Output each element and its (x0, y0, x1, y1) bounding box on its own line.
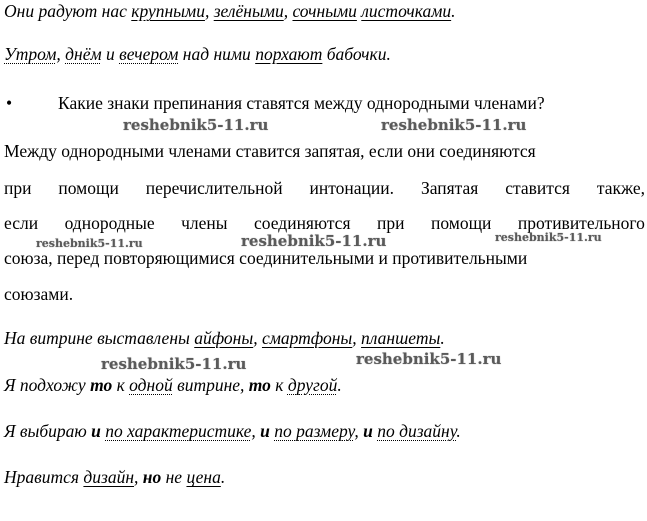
watermark: reshebnik5-11.ru (36, 237, 143, 250)
word: члены (181, 213, 228, 233)
example-sentence-4 (4, 377, 342, 395)
homogeneous-word: по характеристике (105, 421, 252, 441)
period: . (220, 467, 226, 487)
watermark: reshebnik5-11.ru (123, 116, 269, 134)
homogeneous-word: дизайн (83, 467, 135, 487)
preposition: к (112, 375, 130, 395)
homogeneous-word: днём (65, 44, 102, 64)
homogeneous-word: смартфоны (261, 328, 353, 348)
comma: , (134, 467, 143, 487)
example-sentence-2 (4, 46, 391, 64)
conjunction: и (101, 44, 120, 64)
intro-text: На витрине выставлены (4, 328, 195, 348)
middle-text: витрине, (172, 375, 249, 395)
watermark: reshebnik5-11.ru (241, 232, 387, 250)
repeated-conjunction: и (260, 421, 270, 441)
homogeneous-word: одной (129, 375, 173, 395)
homogeneous-word: по дизайну (377, 421, 457, 441)
period: . (337, 375, 342, 395)
comma: , (354, 421, 364, 441)
adversative-conjunction: но (142, 467, 162, 487)
repeated-conjunction: то (90, 375, 113, 395)
particle: не (161, 467, 187, 487)
end-text: бабочки. (322, 44, 391, 64)
example-sentence-3 (4, 330, 445, 348)
middle-text: над ними (178, 44, 256, 64)
word: однородные (64, 213, 155, 233)
word: перечислительной (145, 178, 283, 198)
word: помощи (430, 213, 492, 233)
answer-line-2 (4, 180, 645, 198)
homogeneous-word: зелёными (213, 1, 284, 21)
intro-text: Они радуют нас (4, 1, 132, 21)
word: если (4, 213, 39, 233)
example-sentence-6 (4, 469, 225, 487)
homogeneous-word: Утром (4, 44, 57, 64)
word: интонации. (309, 178, 395, 198)
bullet-point: • (6, 93, 13, 113)
question-text: Какие знаки препинания ставятся между однородными членами? (58, 93, 545, 113)
example-sentence-1 (4, 3, 456, 21)
word: при (377, 213, 405, 233)
word: помощи (58, 178, 119, 198)
intro-text: Нравится (4, 467, 84, 487)
intro-text: Я подхожу (4, 375, 91, 395)
answer-line-3 (4, 215, 645, 233)
intro-text: Я выбираю (4, 421, 92, 441)
preposition: к (270, 375, 288, 395)
answer-line-5: союзами. (4, 284, 74, 304)
predicate-word: порхают (255, 44, 323, 64)
comma: , (204, 1, 214, 21)
repeated-conjunction: и (363, 421, 373, 441)
homogeneous-word: сочными (292, 1, 357, 21)
word: ставится (505, 178, 570, 198)
homogeneous-word: планшеты (361, 328, 441, 348)
watermark: reshebnik5-11.ru (356, 350, 502, 368)
homogeneous-word: цена (186, 467, 221, 487)
comma: , (283, 1, 293, 21)
period: . (451, 1, 456, 21)
word: Запятая (420, 178, 479, 198)
watermark: reshebnik5-11.ru (101, 355, 247, 373)
word: соединяются (254, 213, 351, 233)
homogeneous-word: другой (287, 375, 338, 395)
repeated-conjunction: то (248, 375, 271, 395)
homogeneous-word: вечером (119, 44, 179, 64)
answer-line-1: Между однородными членами ставится запятая, если они соединяются (4, 141, 536, 161)
comma: , (253, 328, 262, 348)
homogeneous-word: крупными (131, 1, 205, 21)
word: противительного (517, 213, 645, 233)
period: . (456, 421, 461, 441)
period: . (440, 328, 445, 348)
comma: , (251, 421, 261, 441)
comma: , (352, 328, 362, 348)
repeated-conjunction: и (91, 421, 101, 441)
word: также, (596, 178, 645, 198)
comma: , (56, 44, 66, 64)
homogeneous-word: по размеру (274, 421, 355, 441)
answer-line-4: союза, перед повторяющимися соединительными и противительными (4, 248, 528, 268)
homogeneous-word: айфоны (194, 328, 254, 348)
watermark: reshebnik5-11.ru (381, 116, 527, 134)
watermark: reshebnik5-11.ru (495, 231, 602, 244)
word: при (4, 178, 32, 198)
homogeneous-word: листочками (361, 1, 452, 21)
example-sentence-5 (4, 423, 461, 441)
